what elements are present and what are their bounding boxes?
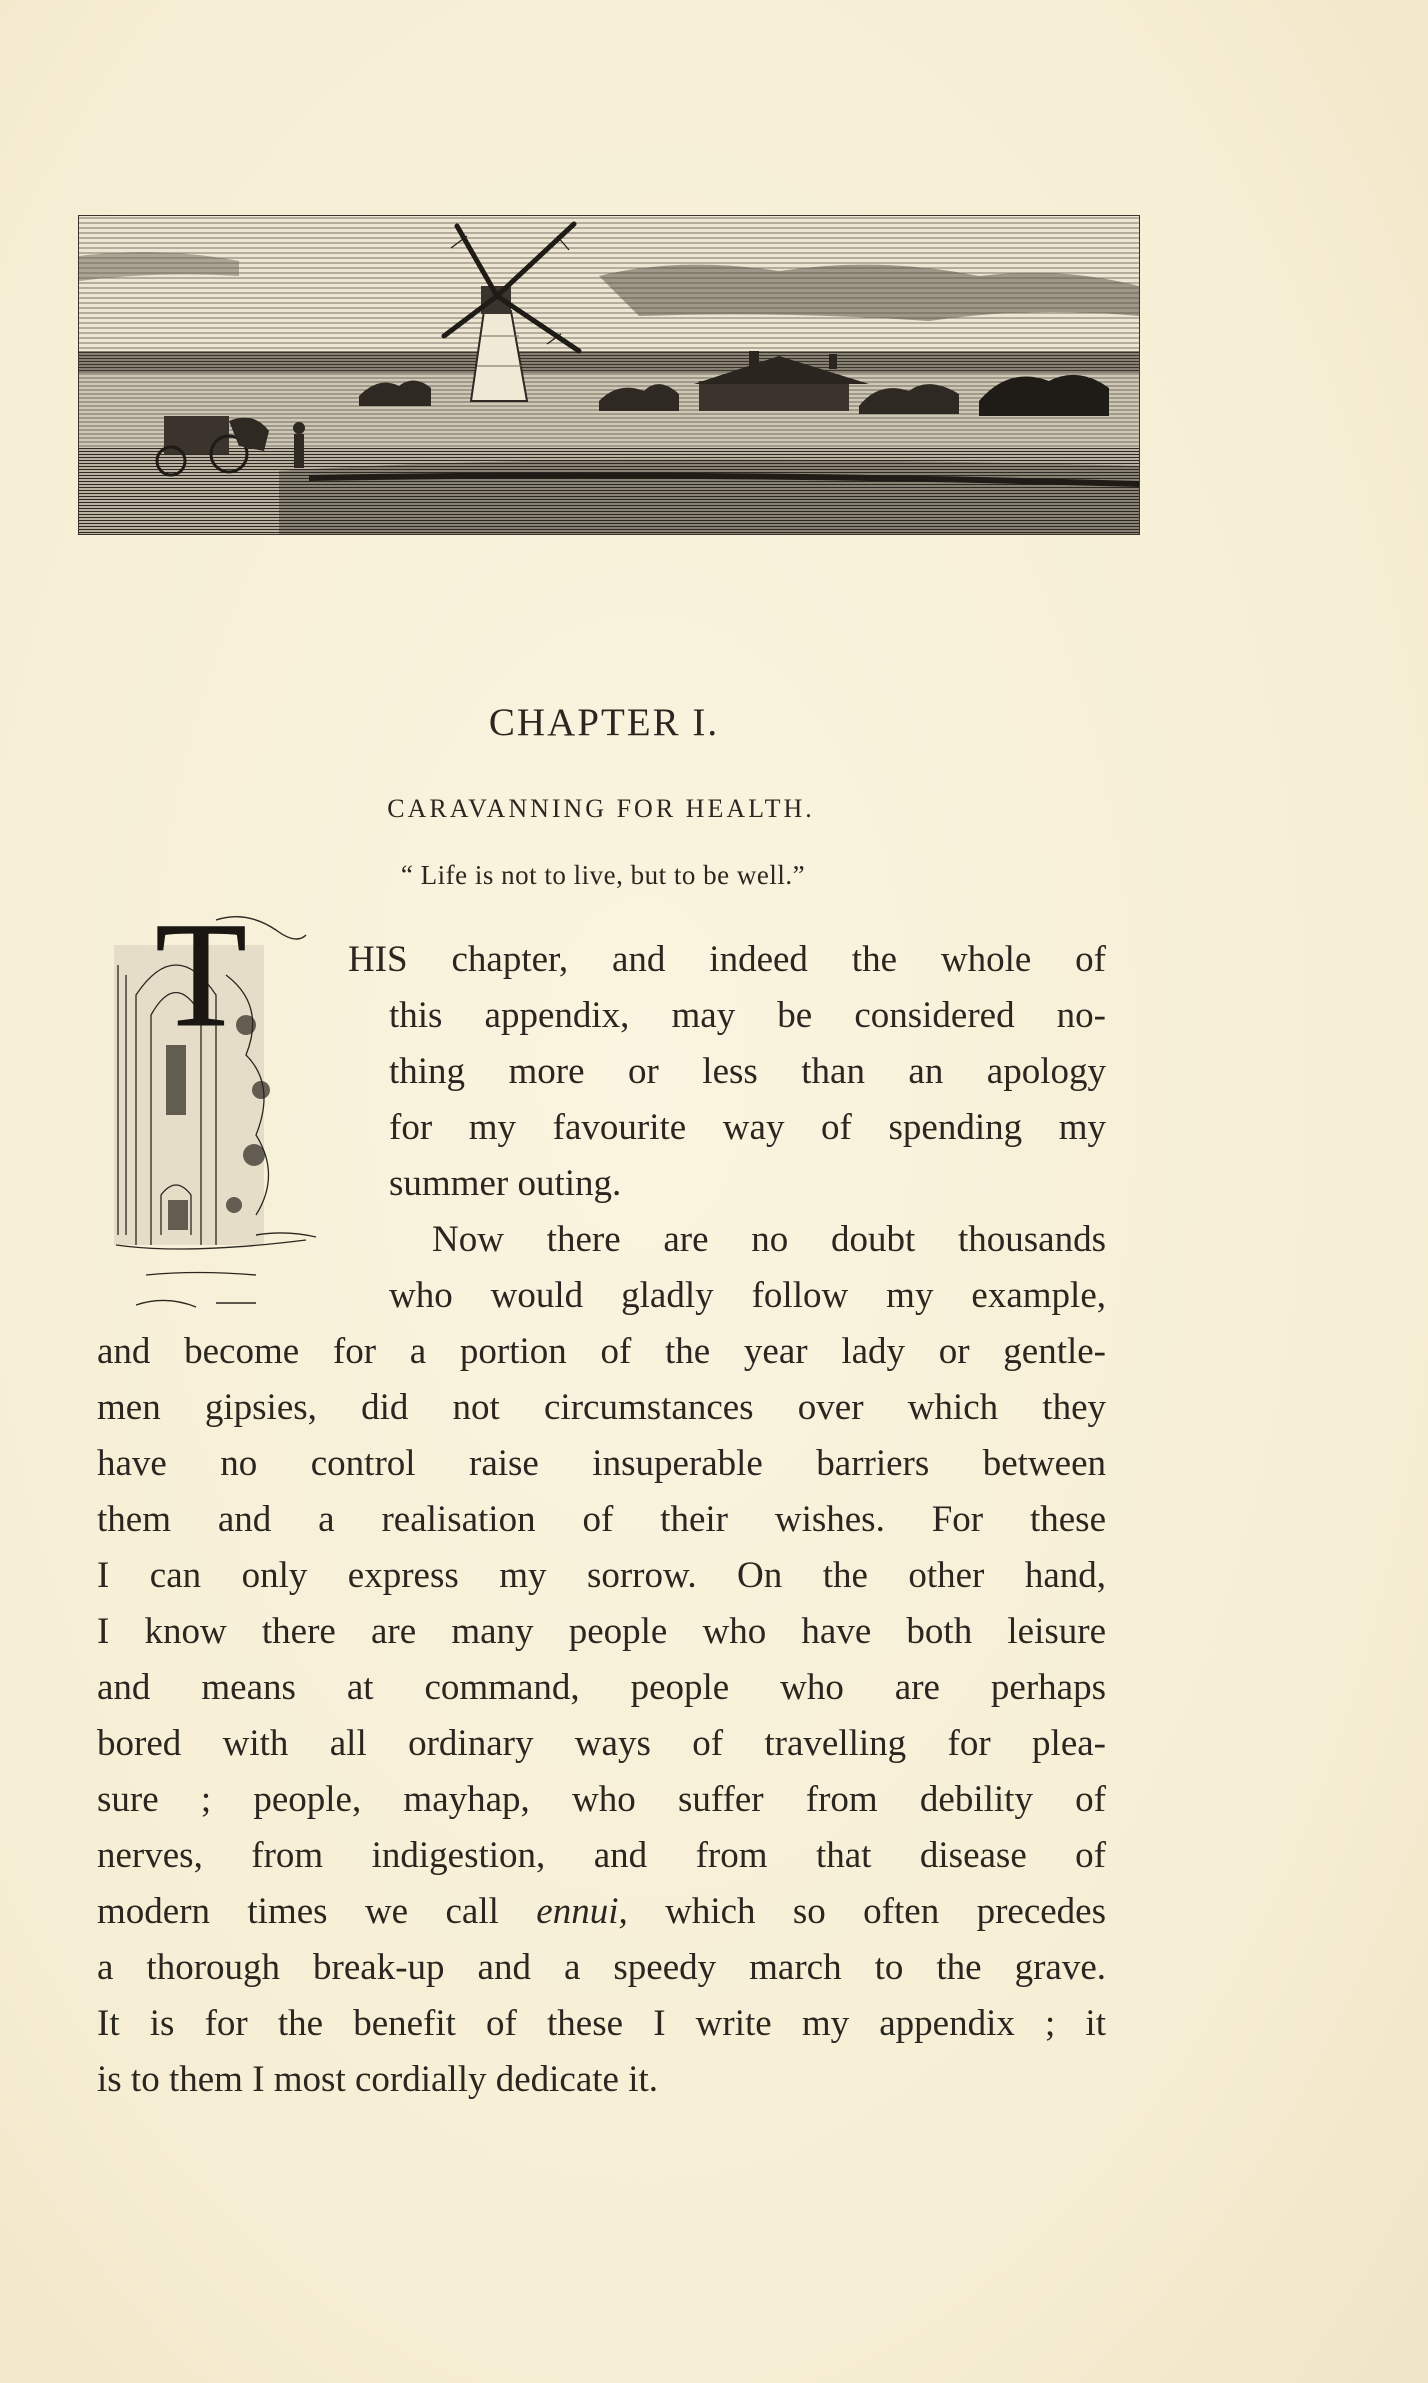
body-line: It is for the benefit of these I write my appendix ; it — [97, 2003, 1106, 2044]
body-line: bored with all ordinary ways of travelling for plea- — [97, 1723, 1106, 1764]
body-line: and become for a portion of the year lady or gentle- — [97, 1331, 1106, 1372]
chapter-heading: CHAPTER I. — [488, 701, 720, 744]
body-line: HIS chapter, and indeed the whole of — [348, 939, 1106, 980]
body-line: nerves, from indigestion, and from that disease of — [97, 1835, 1106, 1876]
body-line: a thorough break-up and a speedy march to the grave. — [97, 1947, 1106, 1988]
body-line: and means at command, people who are perhaps — [97, 1667, 1106, 1708]
body-line: Now there are no doubt thousands — [432, 1219, 1106, 1260]
body-line: men gipsies, did not circumstances over which they — [97, 1387, 1106, 1428]
body-line: for my favourite way of spending my — [389, 1107, 1106, 1148]
body-line: who would gladly follow my example, — [389, 1275, 1106, 1316]
body-line: thing more or less than an apology — [389, 1051, 1106, 1092]
body-line: have no control raise insuperable barriers between — [97, 1443, 1106, 1484]
epigraph-quote: “ Life is not to live, but to be well.” — [400, 860, 806, 890]
body-line: sure ; people, mayhap, who suffer from debility of — [97, 1779, 1106, 1820]
body-line: summer outing. — [389, 1163, 622, 1204]
body-line: is to them I most cordially dedicate it. — [97, 2059, 659, 2100]
body-line: I can only express my sorrow. On the other hand, — [97, 1555, 1106, 1596]
decorated-drop-cap — [106, 915, 346, 1315]
chapter-subtitle: CARAVANNING FOR HEALTH. — [387, 794, 815, 823]
body-line: them and a realisation of their wishes. For these — [97, 1499, 1106, 1540]
drop-cap-letter: T — [155, 915, 247, 1058]
body-line: this appendix, may be considered no- — [389, 995, 1106, 1036]
body-line: modern times we call ennui, which so often precedes — [97, 1891, 1106, 1932]
body-line: I know there are many people who have both leisure — [97, 1611, 1106, 1652]
windmill-landscape-illustration — [78, 215, 1140, 535]
italic-word: ennui, — [536, 1891, 628, 1932]
